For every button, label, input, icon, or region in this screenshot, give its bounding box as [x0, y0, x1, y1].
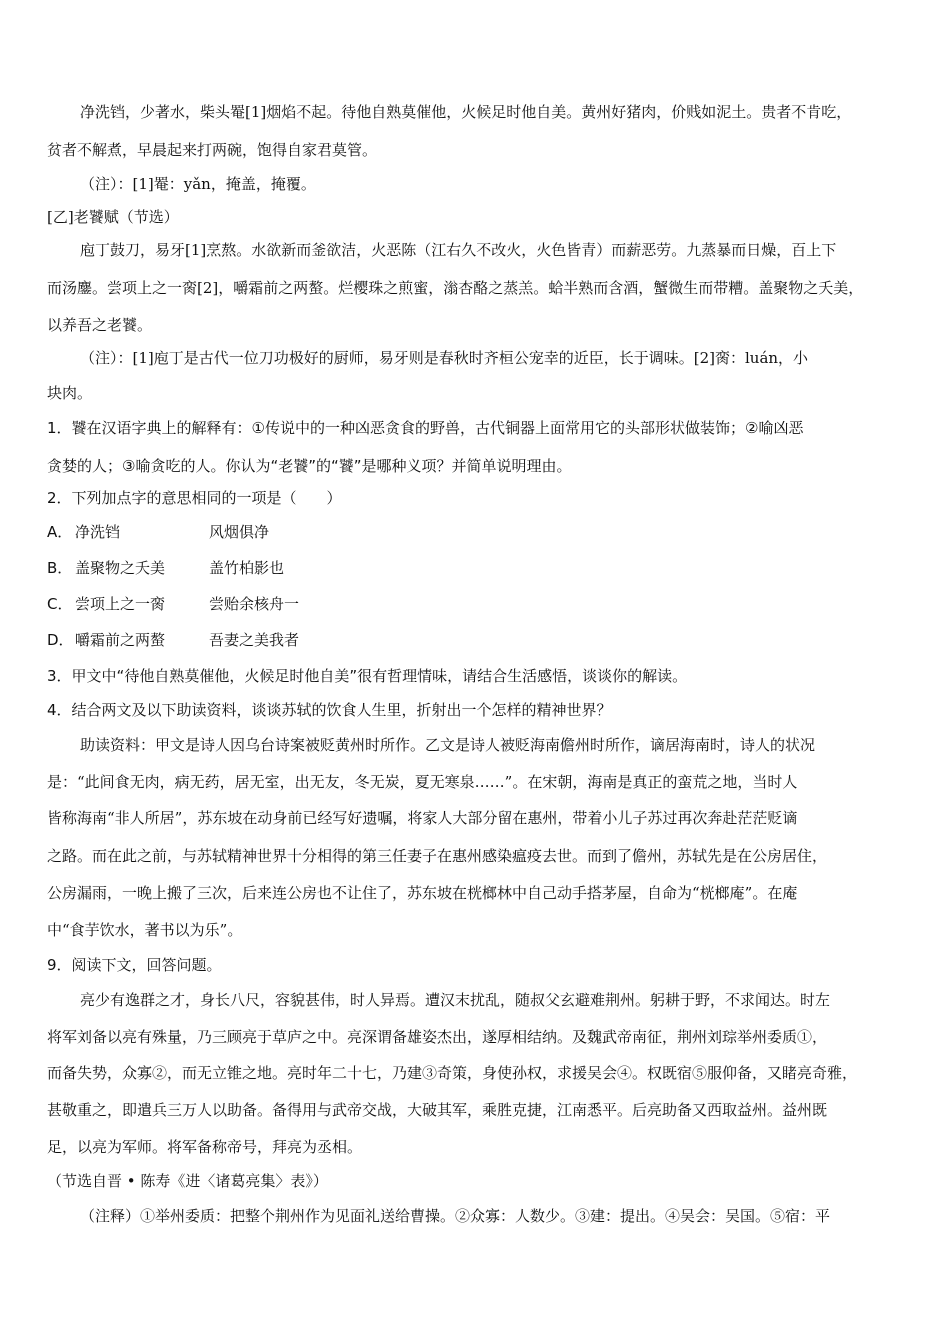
q9-text-4: 甚敬重之，即遣兵三万人以助备。备得用与武帝交战，大破其军，乘胜克捷，江南悉平。后亮助备又西取益州。益州既 — [47, 1101, 828, 1119]
q9-source: （节选自晋 • 陈寿《进〈诸葛亮集〉表》） — [47, 1172, 328, 1190]
option-label: D． — [47, 631, 74, 649]
q2-option-c — [47, 594, 299, 614]
q2-stem: 2．下列加点字的意思相同的一项是（ ） — [47, 489, 342, 507]
yi-line-2: 而汤鏖。尝项上之一脔[2]，嚼霜前之两螯。烂樱珠之煎蜜，滃杏酪之蒸羔。蛤半熟而含酒，蟹微生而带糟。盖聚物之夭美， — [47, 279, 864, 297]
q9-note: （注释）①举州委质：把整个荆州作为见面礼送给曹操。②众寡：人数少。③建：提出。④吴会：吴国。⑤宿：平 — [80, 1207, 831, 1225]
option-phrase-a: 嚼霜前之两螯 — [75, 631, 166, 649]
q2-option-a — [47, 522, 269, 542]
q3-stem: 3．甲文中“待他自熟莫催他，火候足时他自美”很有哲理情味，请结合生活感悟，谈谈你的解读。 — [47, 667, 688, 685]
option-label: B． — [47, 559, 73, 577]
jia-line-2: 贫者不解煮，早晨起来打两碗，饱得自家君莫管。 — [47, 141, 378, 159]
option-label: C． — [47, 595, 73, 613]
option-phrase-b: 风烟俱净 — [209, 523, 270, 541]
q2-option-d — [47, 630, 299, 650]
q9-text-1: 亮少有逸群之才，身长八尺，容貌甚伟，时人异焉。遭汉末扰乱，随叔父玄避难荆州。躬耕于野，不求闻达。时左 — [80, 991, 831, 1009]
option-phrase-a: 盖聚物之夭美 — [75, 559, 166, 577]
option-phrase-a: 净洗铛 — [75, 523, 121, 541]
q1-line-2: 贪婪的人；③喻贪吃的人。你认为“老饕”的“饕”是哪种义项？并简单说明理由。 — [47, 457, 572, 475]
q4-material-5: 公房漏雨，一晚上搬了三次，后来连公房也不让住了，苏东坡在桄榔林中自己动手搭茅屋，自命为“桄榔庵”。在庵 — [47, 884, 798, 902]
q4-material-2: 是：“此间食无肉，病无药，居无室，出无友，冬无炭，夏无寒泉……”。在宋朝，海南是真正的蛮荒之地，当时人 — [47, 773, 798, 791]
q9-text-3: 而备失势，众寡②，而无立锥之地。亮时年二十七，乃建③奇策，身使孙权，求援吴会④。权既宿⑤服仰备，又睹亮奇雅， — [47, 1064, 858, 1082]
q2-option-b — [47, 558, 284, 578]
q9-text-5: 足，以亮为军师。将军备称帝号，拜亮为丞相。 — [47, 1138, 363, 1156]
q4-stem: 4．结合两文及以下助读资料，谈谈苏轼的饮食人生里，折射出一个怎样的精神世界？ — [47, 701, 612, 719]
q9-stem: 9．阅读下文，回答问题。 — [47, 956, 222, 974]
yi-note-2: 块肉。 — [47, 384, 93, 402]
q4-material-6: 中“食芋饮水，著书以为乐”。 — [47, 921, 243, 939]
yi-line-3: 以养吾之老饕。 — [47, 316, 153, 334]
q1-line-1: 1．饕在汉语字典上的解释有：①传说中的一种凶恶贪食的野兽，古代铜器上面常用它的头部形状做装饰；②喻凶恶 — [47, 419, 804, 437]
jia-line-1: 净洗铛，少著水，柴头罨[1]烟焰不起。待他自熟莫催他，火候足时他自美。黄州好猪肉，价贱如泥土。贵者不肯吃， — [80, 103, 852, 121]
yi-title: [乙]老饕赋（节选） — [47, 208, 179, 226]
option-phrase-b: 尝贻余核舟一 — [209, 595, 300, 613]
option-label: A． — [47, 523, 73, 541]
yi-line-1: 庖丁鼓刀，易牙[1]烹熬。水欲新而釜欲洁，火恶陈（江右久不改火，火色皆青）而薪恶劳。九蒸暴而日燥，百上下 — [80, 241, 837, 259]
q4-material-4: 之路。而在此之前，与苏轼精神世界十分相得的第三任妻子在惠州感染瘟疫去世。而到了儋州，苏轼先是在公房居住， — [47, 847, 828, 865]
q9-text-2: 将军刘备以亮有殊量，乃三顾亮于草庐之中。亮深谓备雄姿杰出，遂厚相结纳。及魏武帝南征，荆州刘琮举州委质①， — [47, 1028, 828, 1046]
option-phrase-b: 吾妻之美我者 — [209, 631, 300, 649]
jia-note: （注）：[1]罨：yǎn，掩盖，掩覆。 — [80, 175, 316, 193]
option-phrase-a: 尝项上之一脔 — [75, 595, 166, 613]
yi-note-1: （注）：[1]庖丁是古代一位刀功极好的厨师，易牙则是春秋时齐桓公宠幸的近臣，长于调味。[2]脔：luán，小 — [80, 349, 809, 367]
option-phrase-b: 盖竹柏影也 — [209, 559, 285, 577]
q4-material-3: 皆称海南“非人所居”，苏东坡在动身前已经写好遗嘱，将家人大部分留在惠州，带着小儿子苏过再次奔赴茫茫贬谪 — [47, 809, 798, 827]
q4-material-1: 助读资料：甲文是诗人因乌台诗案被贬黄州时所作。乙文是诗人被贬海南儋州时所作，谪居海南时，诗人的状况 — [80, 736, 816, 754]
